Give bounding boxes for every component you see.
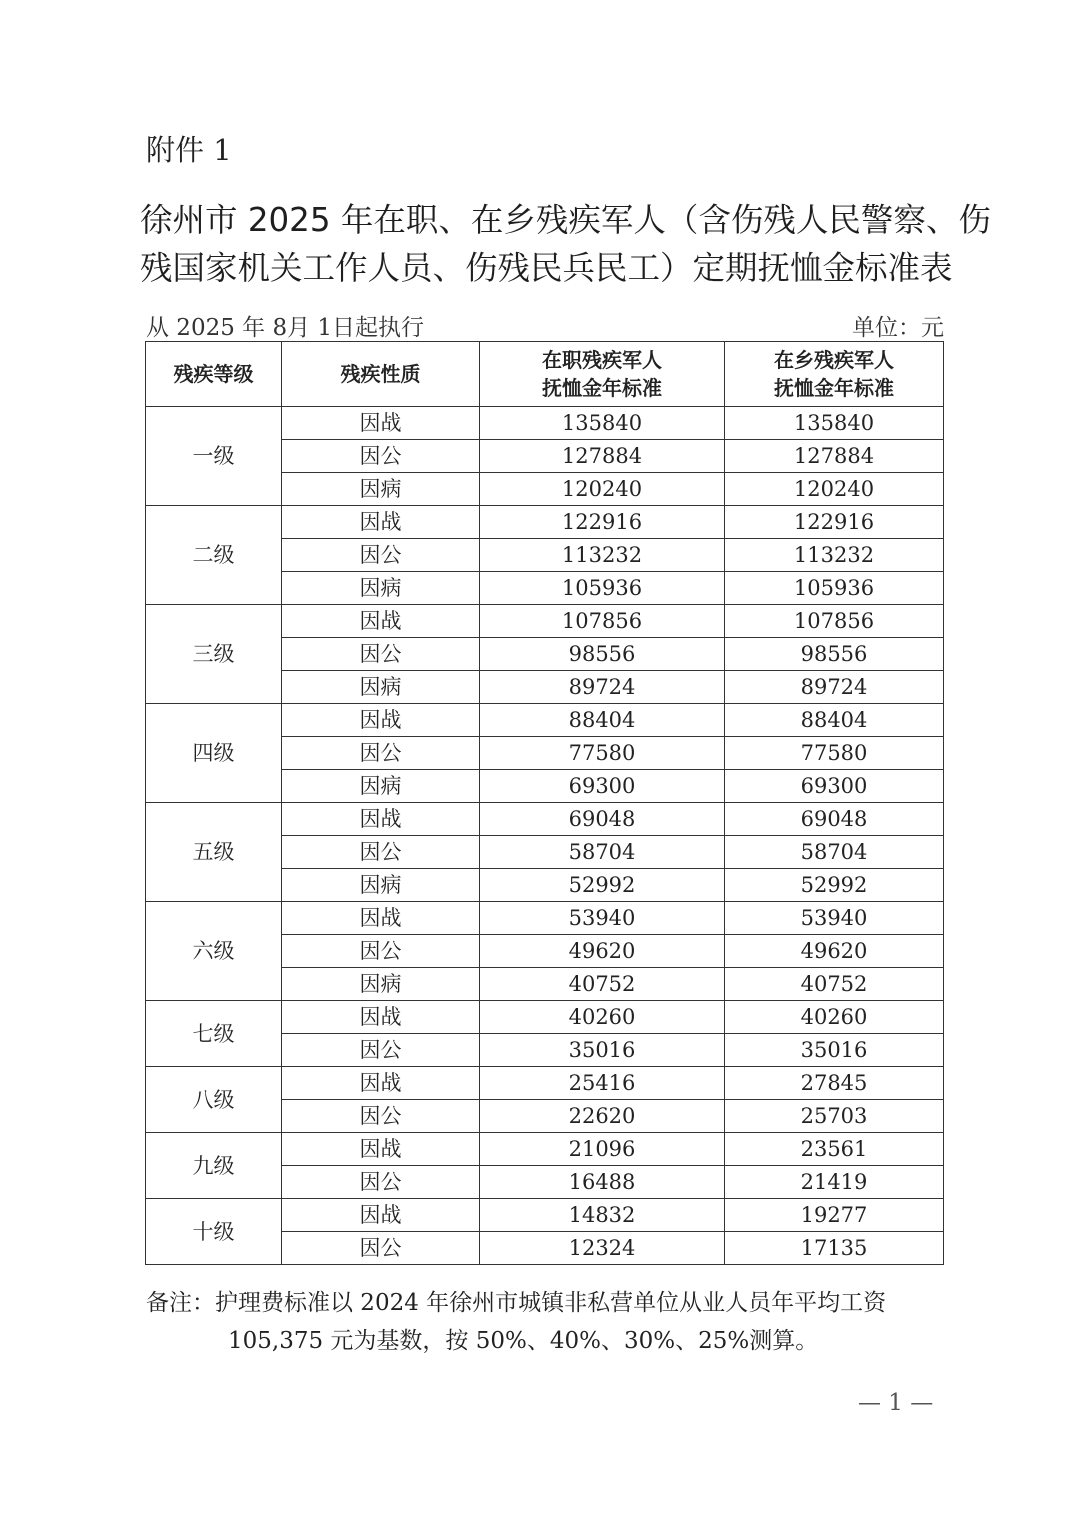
title-line-2: 残国家机关工作人员、伤残民兵民工）定期抚恤金标准表 [140,249,953,287]
active-standard-cell: 14832 [480,1199,725,1232]
effective-date: 从 2025 年 8月 1日起执行 [146,315,425,341]
table-row [146,1067,944,1100]
active-standard-cell: 25416 [480,1067,725,1100]
header-active-standard [480,342,725,407]
active-standard-cell: 107856 [480,605,725,638]
rural-standard-cell: 113232 [725,539,944,572]
nature-cell: 因病 [282,869,480,902]
rural-standard-cell: 88404 [725,704,944,737]
nature-cell: 因战 [282,1199,480,1232]
table-row [146,803,944,836]
header-nature: 残疾性质 [282,342,480,407]
active-standard-cell: 69048 [480,803,725,836]
rural-standard-cell: 21419 [725,1166,944,1199]
rural-standard-cell: 98556 [725,638,944,671]
table-row [146,506,944,539]
rural-standard-cell: 127884 [725,440,944,473]
header-rural-line-1: 在乡残疾军人 [774,348,894,372]
nature-cell: 因公 [282,935,480,968]
rural-standard-cell: 69300 [725,770,944,803]
active-standard-cell: 122916 [480,506,725,539]
active-standard-cell: 49620 [480,935,725,968]
grade-cell: 九级 [146,1133,282,1199]
rural-standard-cell: 40752 [725,968,944,1001]
nature-cell: 因公 [282,539,480,572]
nature-cell: 因公 [282,737,480,770]
nature-cell: 因战 [282,605,480,638]
nature-cell: 因战 [282,1067,480,1100]
rural-standard-cell: 52992 [725,869,944,902]
rural-standard-cell: 69048 [725,803,944,836]
active-standard-cell: 127884 [480,440,725,473]
nature-cell: 因病 [282,671,480,704]
attachment-label: 附件 1 [146,133,232,167]
rural-standard-cell: 135840 [725,407,944,440]
nature-cell: 因战 [282,1001,480,1034]
table-row [146,704,944,737]
pension-standard-table [145,341,944,1265]
rural-standard-cell: 122916 [725,506,944,539]
grade-cell: 二级 [146,506,282,605]
rural-standard-cell: 40260 [725,1001,944,1034]
table-row [146,1199,944,1232]
nature-cell: 因公 [282,1232,480,1265]
rural-standard-cell: 19277 [725,1199,944,1232]
grade-cell: 四级 [146,704,282,803]
active-standard-cell: 135840 [480,407,725,440]
active-standard-cell: 12324 [480,1232,725,1265]
active-standard-cell: 52992 [480,869,725,902]
active-standard-cell: 77580 [480,737,725,770]
rural-standard-cell: 17135 [725,1232,944,1265]
rural-standard-cell: 49620 [725,935,944,968]
rural-standard-cell: 120240 [725,473,944,506]
active-standard-cell: 40260 [480,1001,725,1034]
active-standard-cell: 16488 [480,1166,725,1199]
title-line-1: 徐州市 2025 年在职、在乡残疾军人（含伤残人民警察、伤 [140,201,991,239]
grade-cell: 十级 [146,1199,282,1265]
header-rural-standard [725,342,944,407]
active-standard-cell: 89724 [480,671,725,704]
nature-cell: 因公 [282,1166,480,1199]
active-standard-cell: 120240 [480,473,725,506]
active-standard-cell: 113232 [480,539,725,572]
grade-cell: 八级 [146,1067,282,1133]
nature-cell: 因病 [282,572,480,605]
header-rural-line-2: 抚恤金年标准 [774,376,894,400]
grade-cell: 七级 [146,1001,282,1067]
document-title [140,196,991,292]
table-row [146,407,944,440]
grade-cell: 三级 [146,605,282,704]
nature-cell: 因战 [282,1133,480,1166]
nature-cell: 因公 [282,836,480,869]
header-active-line-1: 在职残疾军人 [542,348,662,372]
rural-standard-cell: 53940 [725,902,944,935]
rural-standard-cell: 105936 [725,572,944,605]
rural-standard-cell: 27845 [725,1067,944,1100]
footnote [146,1284,946,1360]
nature-cell: 因公 [282,638,480,671]
table-body [146,407,944,1265]
active-standard-cell: 105936 [480,572,725,605]
table-row [146,1133,944,1166]
active-standard-cell: 35016 [480,1034,725,1067]
nature-cell: 因公 [282,440,480,473]
page-number: — 1 — [858,1390,934,1416]
active-standard-cell: 40752 [480,968,725,1001]
active-standard-cell: 22620 [480,1100,725,1133]
grade-cell: 五级 [146,803,282,902]
grade-cell: 一级 [146,407,282,506]
rural-standard-cell: 58704 [725,836,944,869]
active-standard-cell: 53940 [480,902,725,935]
nature-cell: 因病 [282,473,480,506]
active-standard-cell: 88404 [480,704,725,737]
table-row [146,1001,944,1034]
footnote-line-1: 备注：护理费标准以 2024 年徐州市城镇非私营单位从业人员年平均工资 [146,1290,887,1316]
nature-cell: 因战 [282,704,480,737]
footnote-line-2: 105,375 元为基数，按 50%、40%、30%、25%测算。 [228,1328,819,1354]
table-header-row [146,342,944,407]
nature-cell: 因病 [282,968,480,1001]
rural-standard-cell: 23561 [725,1133,944,1166]
rural-standard-cell: 35016 [725,1034,944,1067]
rural-standard-cell: 25703 [725,1100,944,1133]
nature-cell: 因公 [282,1034,480,1067]
active-standard-cell: 58704 [480,836,725,869]
active-standard-cell: 21096 [480,1133,725,1166]
grade-cell: 六级 [146,902,282,1001]
table-row [146,902,944,935]
nature-cell: 因战 [282,902,480,935]
unit-label: 单位：元 [852,315,944,341]
header-active-line-2: 抚恤金年标准 [542,376,662,400]
nature-cell: 因战 [282,803,480,836]
active-standard-cell: 98556 [480,638,725,671]
table-row [146,605,944,638]
nature-cell: 因战 [282,506,480,539]
rural-standard-cell: 77580 [725,737,944,770]
table-meta [146,309,944,342]
nature-cell: 因病 [282,770,480,803]
nature-cell: 因战 [282,407,480,440]
nature-cell: 因公 [282,1100,480,1133]
rural-standard-cell: 107856 [725,605,944,638]
active-standard-cell: 69300 [480,770,725,803]
header-grade: 残疾等级 [146,342,282,407]
rural-standard-cell: 89724 [725,671,944,704]
